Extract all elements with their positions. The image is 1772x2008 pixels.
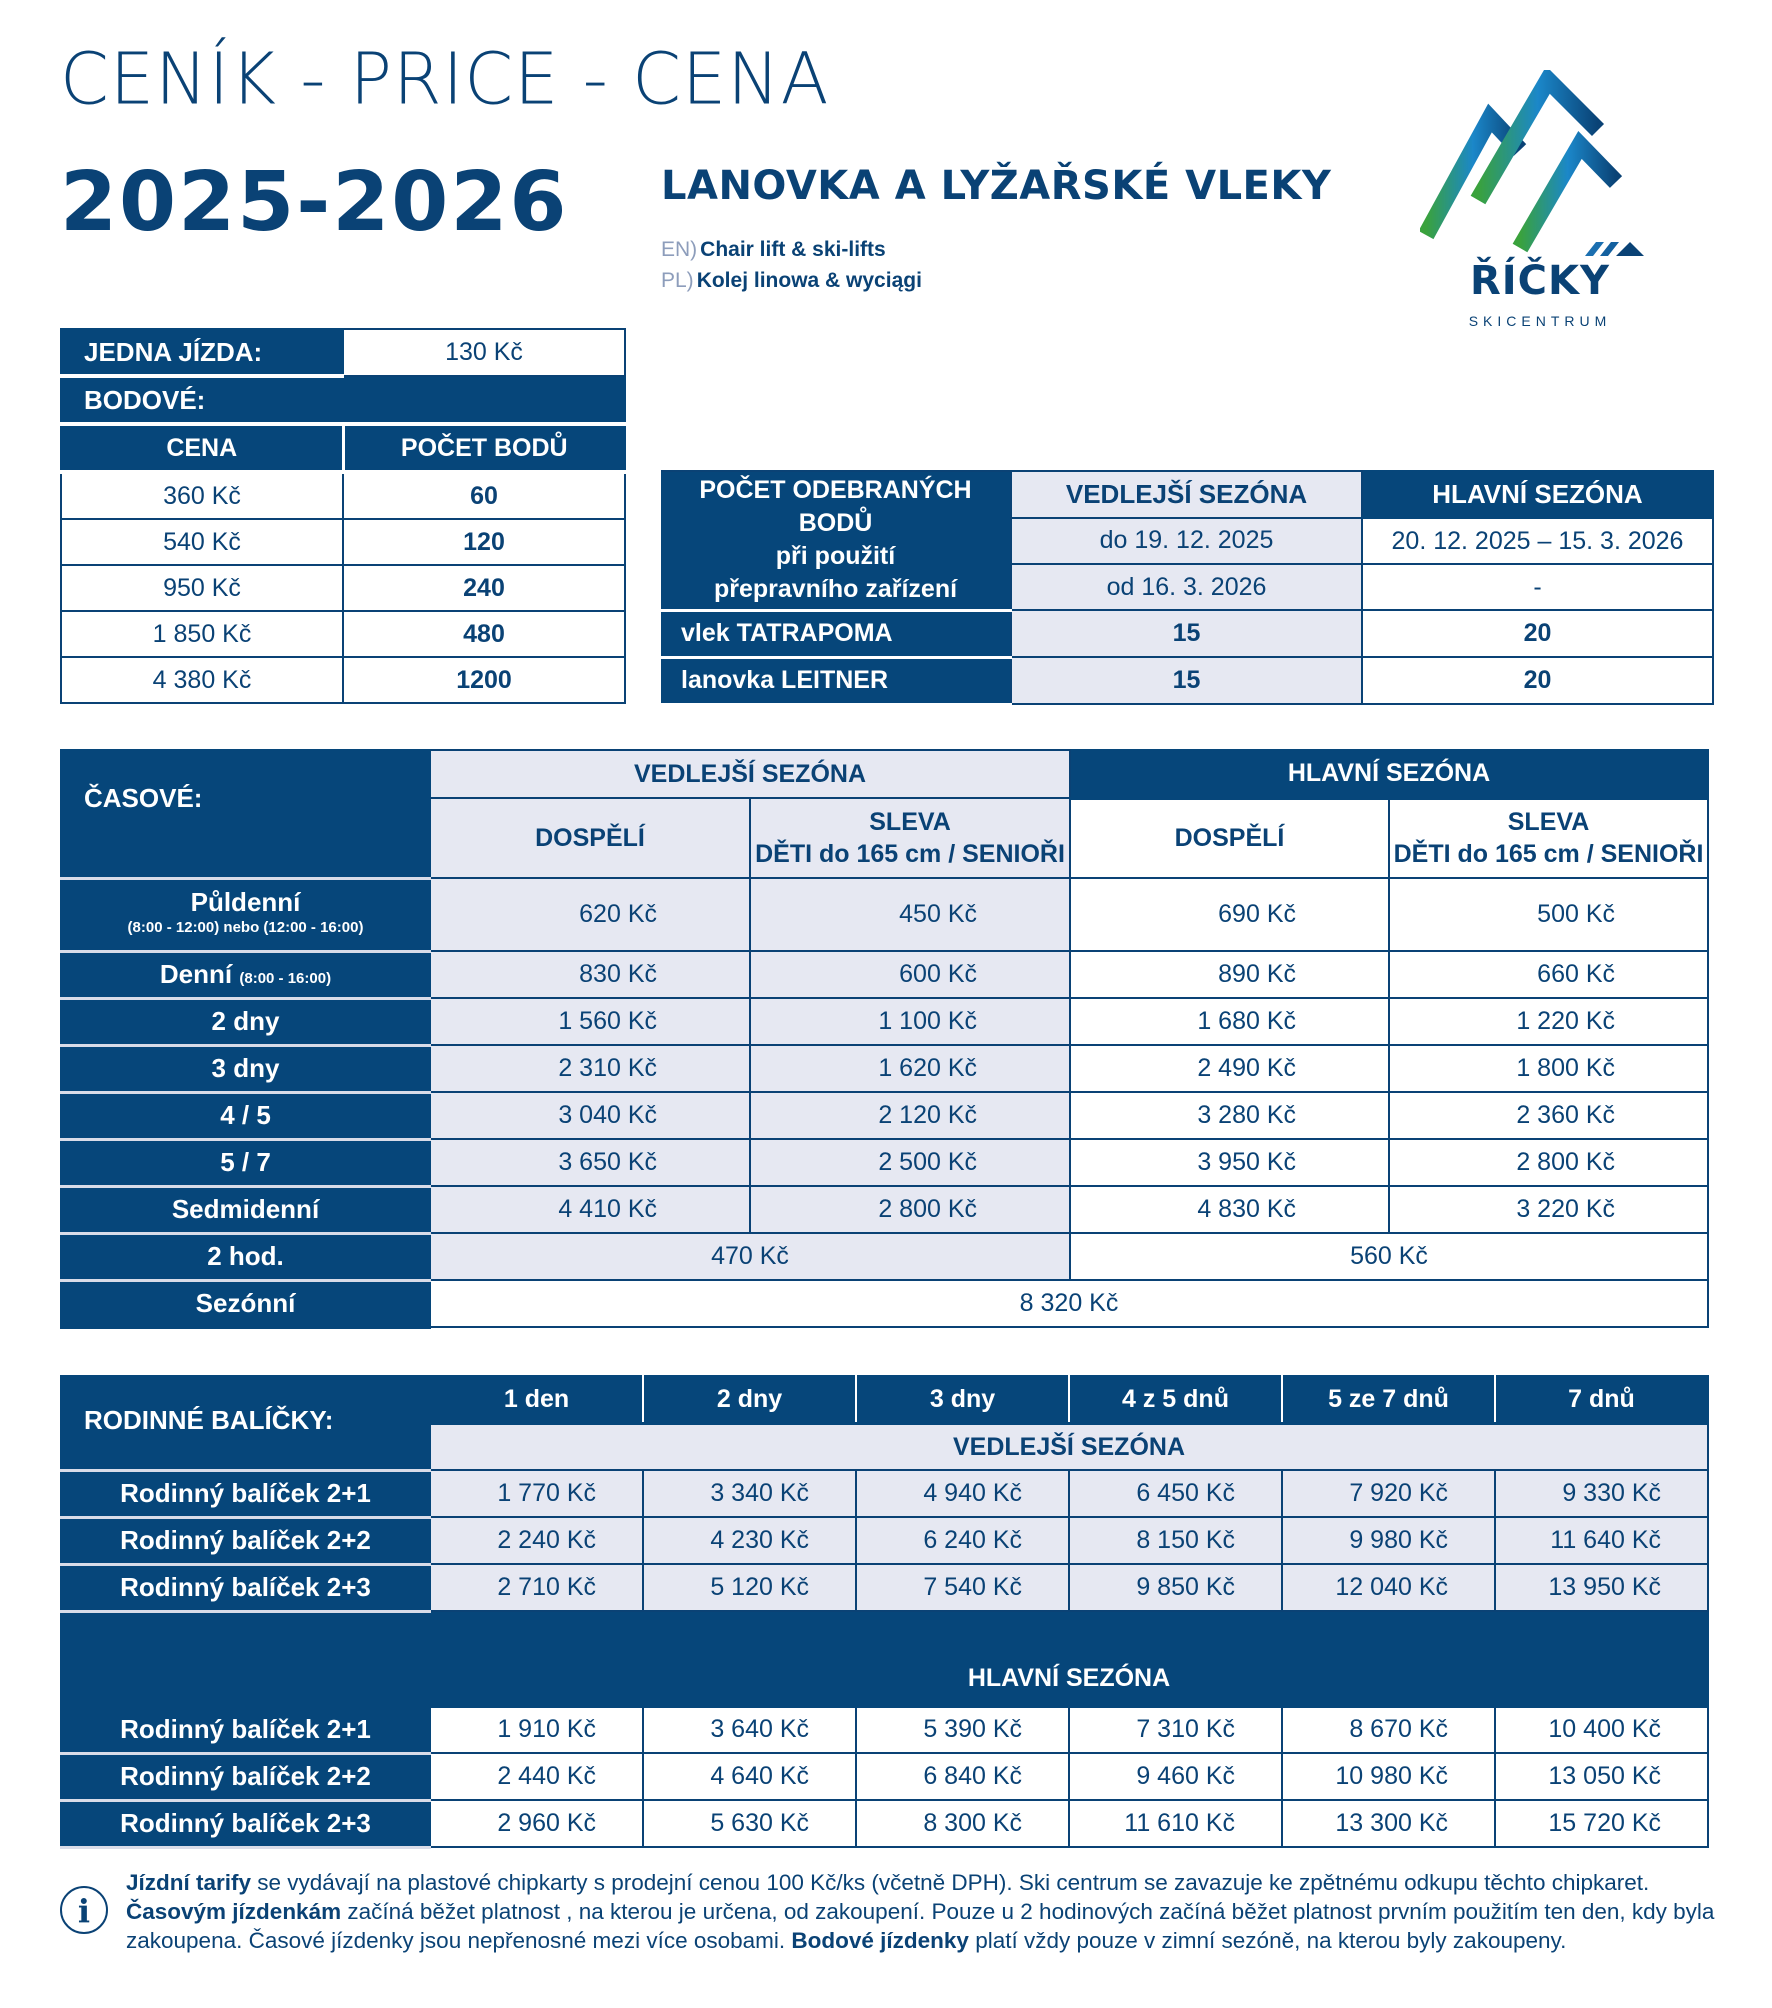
price-main-adult: 4 830 Kč (1070, 1186, 1389, 1233)
deduction-header-label (661, 471, 1011, 610)
price-secondary-discount: 2 800 Kč (750, 1186, 1070, 1233)
deduction-label-line1: POČET ODEBRANÝCH BODŮ (699, 476, 972, 538)
table-row (61, 1706, 1708, 1753)
points-table (60, 328, 626, 704)
row-label: 2 hod. (61, 1233, 430, 1280)
price-main-discount: 2 800 Kč (1389, 1139, 1708, 1186)
price-main-discount: 500 Kč (1389, 878, 1708, 951)
package-price: 9 330 Kč (1495, 1470, 1708, 1517)
table-row (61, 951, 1708, 998)
row-label (61, 1045, 430, 1092)
package-price: 8 300 Kč (856, 1800, 1069, 1847)
table-row (61, 878, 1708, 951)
points-price: 360 Kč (61, 472, 343, 519)
info-icon: i (60, 1886, 108, 1934)
package-price: 2 440 Kč (430, 1753, 643, 1800)
family-column-header-row (61, 1376, 1708, 1424)
family-main-header-row (61, 1611, 1708, 1706)
translation-en (661, 238, 886, 262)
price-main-discount: 2 360 Kč (1389, 1092, 1708, 1139)
row-label-text: Půldenní (190, 886, 301, 917)
table-row (61, 1517, 1708, 1564)
package-price: 7 540 Kč (856, 1564, 1069, 1611)
seasonal-price: 8 320 Kč (430, 1280, 1708, 1327)
table-row (61, 1092, 1708, 1139)
package-price: 2 240 Kč (430, 1517, 643, 1564)
package-price: 7 310 Kč (1069, 1706, 1282, 1753)
main-points: 20 (1362, 657, 1713, 704)
single-ride-label: JEDNA JÍZDA: (61, 329, 343, 376)
row-label-text: 4 / 5 (220, 1100, 271, 1130)
table-row (61, 1564, 1708, 1611)
points-price: 1 850 Kč (61, 611, 343, 657)
table-row (61, 1753, 1708, 1800)
col-header-price: CENA (61, 424, 343, 472)
points-section-label: BODOVÉ: (61, 376, 625, 424)
col-header-duration: 4 z 5 dnů (1069, 1376, 1282, 1424)
two-hours-row (61, 1233, 1708, 1280)
package-price: 8 670 Kč (1282, 1706, 1495, 1753)
price-secondary-adult: 830 Kč (430, 951, 750, 998)
season-main-header: HLAVNÍ SEZÓNA (1362, 471, 1713, 518)
col-header-discount (1389, 798, 1708, 878)
package-price: 4 230 Kč (643, 1517, 856, 1564)
discount-line1: SLEVA (869, 808, 951, 836)
main-points: 20 (1362, 610, 1713, 657)
seasonal-row (61, 1280, 1708, 1327)
table-row (61, 1470, 1708, 1517)
points-deduction-table (661, 470, 1714, 706)
table-row (61, 1800, 1708, 1847)
deduction-label-line3: přepravního zařízení (713, 575, 958, 604)
price-main-discount: 3 220 Kč (1389, 1186, 1708, 1233)
lift-name: vlek TATRAPOMA (661, 610, 1011, 657)
price-main-adult: 690 Kč (1070, 878, 1389, 951)
discount-line2: DĚTI do 165 cm / SENIOŘI (755, 840, 1065, 868)
points-header-row (61, 424, 625, 472)
row-label-text: 2 dny (211, 1006, 280, 1036)
package-price: 9 460 Kč (1069, 1753, 1282, 1800)
lift-name: lanovka LEITNER (661, 657, 1011, 704)
price-secondary-discount: 450 Kč (750, 878, 1070, 951)
table-row (61, 611, 625, 657)
row-label (61, 1186, 430, 1233)
footer-emphasis: Časovým jízdenkám (126, 1899, 342, 1924)
row-label: Sezónní (61, 1280, 430, 1327)
table-row (661, 657, 1713, 704)
package-label: Rodinný balíček 2+1 (61, 1470, 430, 1517)
points-price: 4 380 Kč (61, 657, 343, 703)
points-section-row (61, 376, 625, 424)
row-label (61, 1139, 430, 1186)
table-row (61, 998, 1708, 1045)
package-price: 7 920 Kč (1282, 1470, 1495, 1517)
footer-segment: se vydávají na plastové chipkarty s prodejní cenou 100 Kč/ks (včetně DPH). Ski centrum se zavazuje ke zpětnému odkupu těchto chipkaret. (251, 1870, 1650, 1895)
package-label: Rodinný balíček 2+3 (61, 1800, 430, 1847)
col-header-duration: 2 dny (643, 1376, 856, 1424)
table-row (61, 519, 625, 565)
package-price: 3 340 Kč (643, 1470, 856, 1517)
secondary-date-range: do 19. 12. 2025 (1011, 518, 1362, 565)
package-price: 4 640 Kč (643, 1753, 856, 1800)
price-secondary-discount: 2 500 Kč (750, 1139, 1070, 1186)
page-title: CENÍK - PRICE - CENA (60, 37, 830, 121)
row-label-text: Sedmidenní (171, 1194, 320, 1224)
main-date-range: - (1362, 564, 1713, 610)
price-main-adult: 890 Kč (1070, 951, 1389, 998)
package-price: 11 640 Kč (1495, 1517, 1708, 1564)
price-main-discount: 660 Kč (1389, 951, 1708, 998)
table-row (61, 472, 625, 519)
logo-name: ŘÍČKY (1470, 258, 1610, 304)
translation-text-pl: Kolej linowa & wyciągi (696, 269, 922, 292)
price-secondary-adult: 4 410 Kč (430, 1186, 750, 1233)
family-main-label: HLAVNÍ SEZÓNA (61, 1611, 1708, 1706)
row-label-text: 3 dny (211, 1053, 280, 1083)
points-count: 240 (343, 565, 625, 611)
deduction-label-line2: při použití (775, 542, 896, 571)
row-label-note: (8:00 - 16:00) (239, 970, 332, 987)
row-label (61, 951, 430, 998)
footer-segment: platí vždy pouze v zimní sezóně, na kterou byly zakoupeny. (968, 1928, 1567, 1953)
season-secondary-header: VEDLEJŠÍ SEZÓNA (1011, 471, 1362, 518)
single-ride-price: 130 Kč (343, 329, 625, 376)
package-price: 5 120 Kč (643, 1564, 856, 1611)
page-subtitle: LANOVKA A LYŽAŘSKÉ VLEKY (661, 163, 1332, 209)
table-row (61, 1139, 1708, 1186)
package-price: 4 940 Kč (856, 1470, 1069, 1517)
col-header-points: POČET BODŮ (343, 424, 625, 472)
package-price: 13 050 Kč (1495, 1753, 1708, 1800)
deduction-header-row (661, 471, 1713, 518)
package-price: 1 770 Kč (430, 1470, 643, 1517)
points-count: 480 (343, 611, 625, 657)
table-row (61, 1045, 1708, 1092)
package-price: 9 980 Kč (1282, 1517, 1495, 1564)
time-rows (61, 878, 1708, 1233)
col-header-duration: 1 den (430, 1376, 643, 1424)
package-price: 6 840 Kč (856, 1753, 1069, 1800)
logo-tagline: SKICENTRUM (1468, 313, 1612, 329)
season-secondary-header: VEDLEJŠÍ SEZÓNA (430, 750, 1070, 798)
package-price: 8 150 Kč (1069, 1517, 1282, 1564)
price-main-discount: 1 220 Kč (1389, 998, 1708, 1045)
row-label-text: Denní (159, 959, 240, 989)
points-price: 540 Kč (61, 519, 343, 565)
translation-pl (661, 269, 922, 293)
price-secondary-adult: 620 Kč (430, 878, 750, 951)
package-price: 1 910 Kč (430, 1706, 643, 1753)
lang-code-en: EN) (661, 238, 698, 261)
table-row (61, 565, 625, 611)
secondary-points: 15 (1011, 657, 1362, 704)
package-price: 5 630 Kč (643, 1800, 856, 1847)
price-main-adult: 3 280 Kč (1070, 1092, 1389, 1139)
family-packages-table (60, 1375, 1709, 1849)
season-years: 2025-2026 (60, 155, 569, 250)
family-secondary-rows (61, 1470, 1708, 1611)
family-main-rows (61, 1706, 1708, 1847)
single-ride-row (61, 329, 625, 376)
points-count: 60 (343, 472, 625, 519)
secondary-points: 15 (1011, 610, 1362, 657)
lang-code-pl: PL) (661, 269, 694, 292)
package-price: 5 390 Kč (856, 1706, 1069, 1753)
package-price: 13 300 Kč (1282, 1800, 1495, 1847)
discount-line2: DĚTI do 165 cm / SENIOŘI (1393, 840, 1704, 869)
time-section-label: ČASOVÉ: (61, 750, 430, 878)
price-secondary-adult: 3 040 Kč (430, 1092, 750, 1139)
footer-emphasis: Bodové jízdenky (791, 1928, 969, 1953)
price-secondary-adult: 3 650 Kč (430, 1139, 750, 1186)
family-section-label: RODINNÉ BALÍČKY: (61, 1376, 430, 1470)
points-count: 1200 (343, 657, 625, 703)
package-label: Rodinný balíček 2+2 (61, 1753, 430, 1800)
col-header-duration: 3 dny (856, 1376, 1069, 1424)
points-count: 120 (343, 519, 625, 565)
table-row (61, 1186, 1708, 1233)
col-header-discount (750, 798, 1070, 878)
price-main-adult: 2 490 Kč (1070, 1045, 1389, 1092)
secondary-date-range: od 16. 3. 2026 (1011, 564, 1362, 610)
col-header-duration: 5 ze 7 dnů (1282, 1376, 1495, 1424)
package-label: Rodinný balíček 2+2 (61, 1517, 430, 1564)
package-price: 6 240 Kč (856, 1517, 1069, 1564)
two-hours-main: 560 Kč (1070, 1233, 1708, 1280)
price-secondary-adult: 1 560 Kč (430, 998, 750, 1045)
price-secondary-adult: 2 310 Kč (430, 1045, 750, 1092)
season-main-header: HLAVNÍ SEZÓNA (1070, 750, 1708, 798)
row-label-note: (8:00 - 12:00) nebo (12:00 - 16:00) (127, 918, 364, 936)
package-price: 2 710 Kč (430, 1564, 643, 1611)
price-main-adult: 1 680 Kč (1070, 998, 1389, 1045)
family-secondary-label: VEDLEJŠÍ SEZÓNA (430, 1424, 1708, 1471)
package-price: 13 950 Kč (1495, 1564, 1708, 1611)
footer-text (126, 1868, 1726, 1955)
package-price: 12 040 Kč (1282, 1564, 1495, 1611)
price-main-adult: 3 950 Kč (1070, 1139, 1389, 1186)
col-header-adult: DOSPĚLÍ (430, 798, 750, 878)
package-label: Rodinný balíček 2+1 (61, 1706, 430, 1753)
footer-emphasis: Jízdní tarify (126, 1870, 252, 1895)
price-secondary-discount: 1 100 Kč (750, 998, 1070, 1045)
package-price: 3 640 Kč (643, 1706, 856, 1753)
package-label: Rodinný balíček 2+3 (61, 1564, 430, 1611)
footer-segment: začíná běžet platnost , na kterou je určena, od zakoupení. Pouze u 2 hodinových začíná běžet platnost prvním použitím ten den, kdy byla zakoupena. Časové jízdenky jsou nepřenosné mezi více osobami. (126, 1899, 1715, 1953)
discount-line1: SLEVA (1507, 808, 1590, 837)
price-secondary-discount: 1 620 Kč (750, 1045, 1070, 1092)
package-price: 2 960 Kč (430, 1800, 643, 1847)
package-price: 10 980 Kč (1282, 1753, 1495, 1800)
table-row (661, 610, 1713, 657)
price-secondary-discount: 2 120 Kč (750, 1092, 1070, 1139)
col-header-duration: 7 dnů (1495, 1376, 1708, 1424)
col-header-adult: DOSPĚLÍ (1070, 798, 1389, 878)
row-label (61, 1092, 430, 1139)
main-date-range: 20. 12. 2025 – 15. 3. 2026 (1362, 518, 1713, 565)
table-row (61, 657, 625, 703)
time-tickets-table (60, 749, 1709, 1329)
package-price: 11 610 Kč (1069, 1800, 1282, 1847)
package-price: 15 720 Kč (1495, 1800, 1708, 1847)
translation-text-en: Chair lift & ski-lifts (700, 238, 886, 261)
package-price: 6 450 Kč (1069, 1470, 1282, 1517)
price-secondary-discount: 600 Kč (750, 951, 1070, 998)
row-label-text: 5 / 7 (220, 1147, 271, 1177)
row-label (61, 878, 430, 951)
time-season-header-row (61, 750, 1708, 798)
points-price: 950 Kč (61, 565, 343, 611)
row-label (61, 998, 430, 1045)
price-main-discount: 1 800 Kč (1389, 1045, 1708, 1092)
package-price: 10 400 Kč (1495, 1706, 1708, 1753)
two-hours-secondary: 470 Kč (430, 1233, 1070, 1280)
package-price: 9 850 Kč (1069, 1564, 1282, 1611)
